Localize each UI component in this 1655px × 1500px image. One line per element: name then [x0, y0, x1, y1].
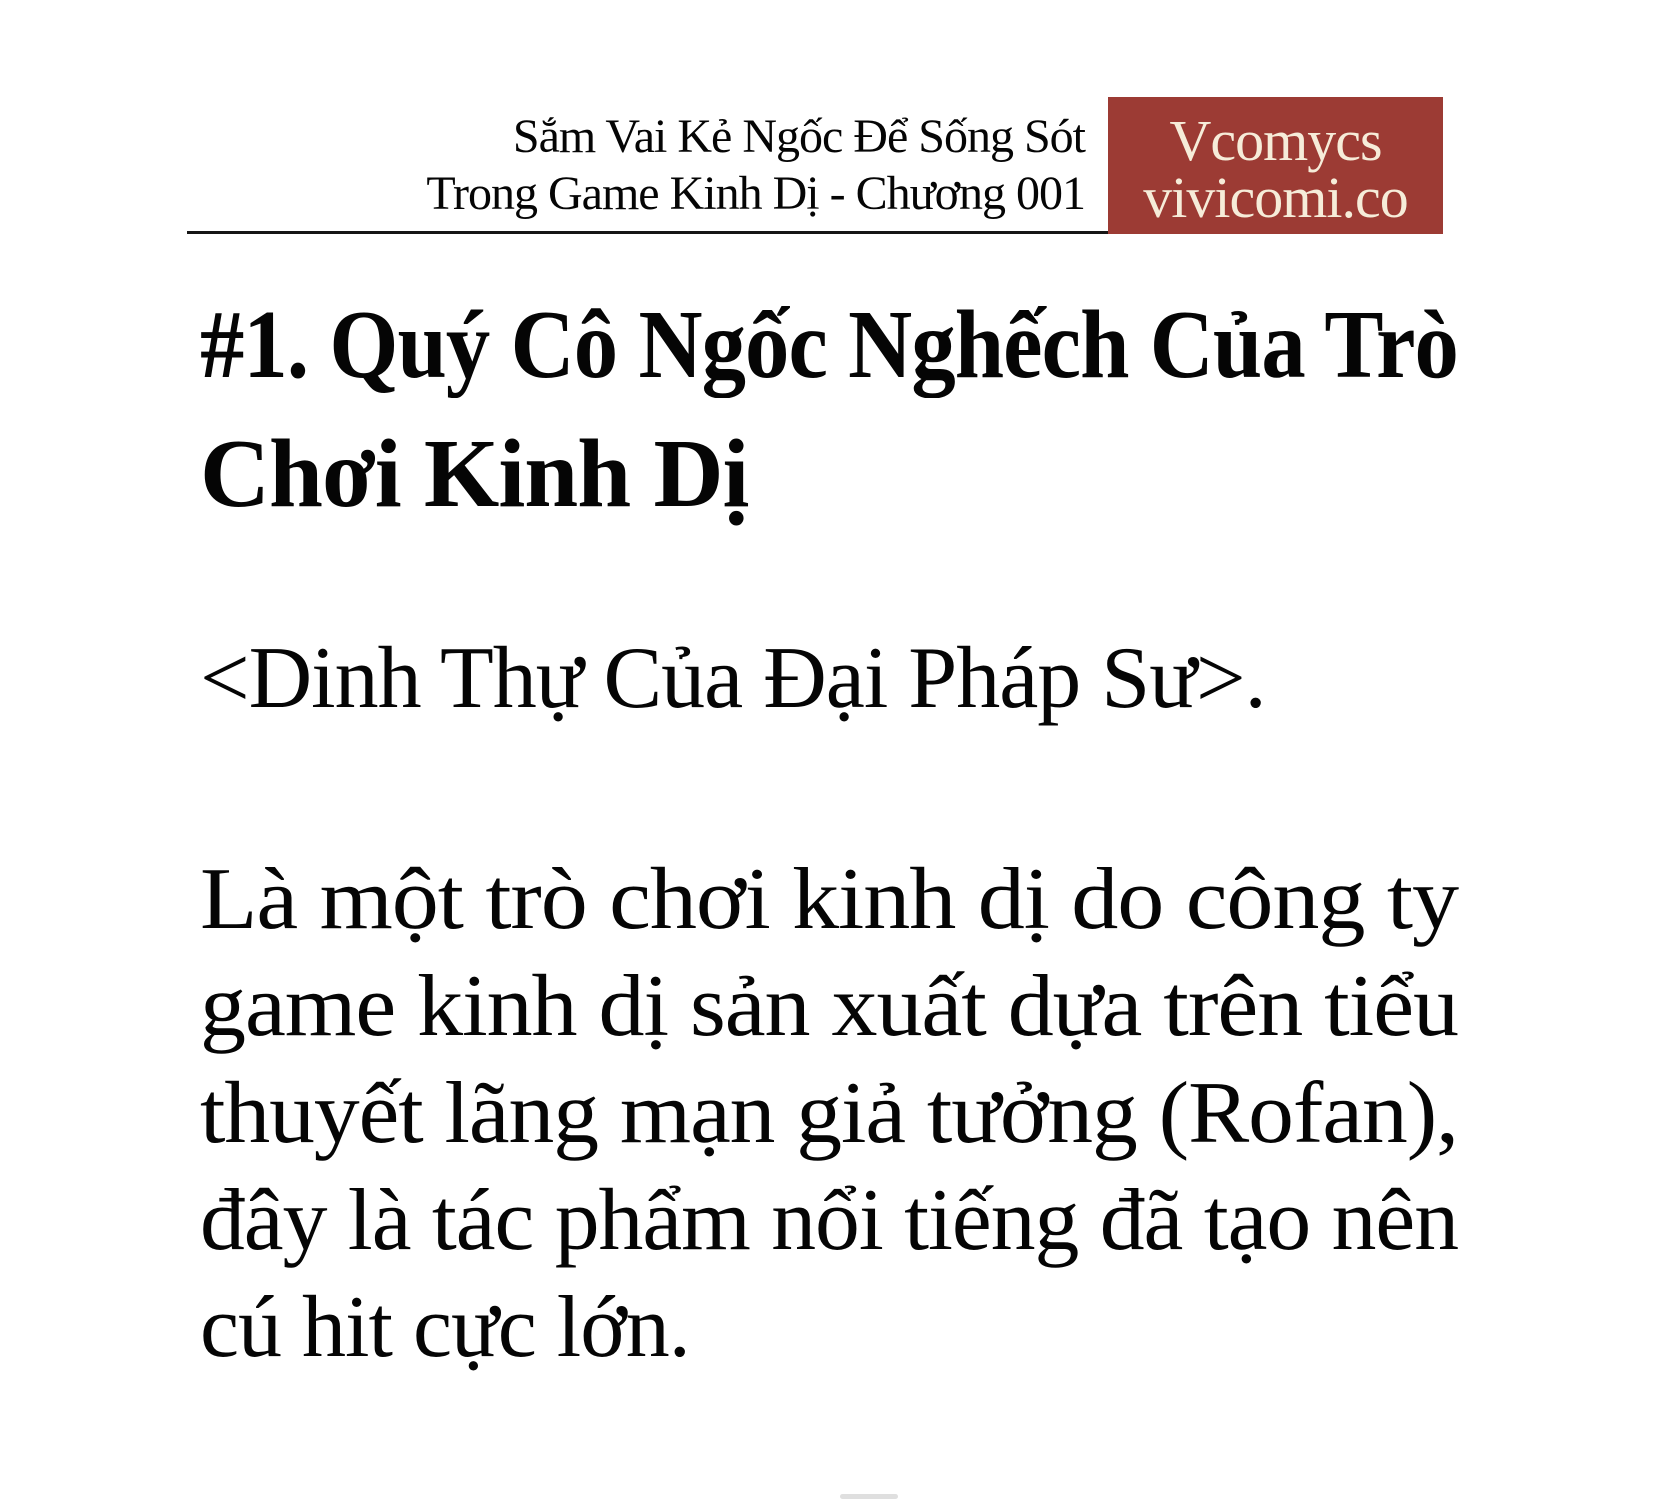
brand-name: Vcomycs: [1169, 108, 1382, 173]
brand-url: vivicomi.co: [1143, 165, 1408, 230]
brand-box: [1108, 97, 1443, 234]
paragraph-line: [200, 953, 1458, 1060]
paragraph-line1-text: Là một trò chơi kinh dị do công ty: [200, 851, 1458, 948]
paragraph-line: [200, 1060, 1458, 1167]
chapter-title-line: [200, 280, 1458, 409]
paragraph: [200, 846, 1458, 1381]
chapter-header: [426, 108, 1085, 222]
chapter-title: [200, 280, 1458, 538]
paragraph-line3-text: thuyết lãng mạn giả tưởng (Rofan),: [200, 1065, 1458, 1162]
paragraph-line5-text: cú hit cực lớn.: [200, 1279, 690, 1376]
paragraph-line: [200, 846, 1458, 953]
game-name-subtitle: <Dinh Thự Của Đại Pháp Sư>.: [200, 630, 1266, 727]
chapter-header-line2: Trong Game Kinh Dị - Chương 001: [426, 167, 1085, 220]
chapter-header-line1: Sắm Vai Kẻ Ngốc Để Sống Sót: [512, 110, 1085, 163]
header-divider: [187, 231, 1108, 234]
paragraph-line4-text: đây là tác phẩm nổi tiếng đã tạo nên: [200, 1172, 1458, 1269]
paragraph-line2-text: game kinh dị sản xuất dựa trên tiểu: [200, 958, 1459, 1055]
chapter-title-line1-text: #1. Quý Cô Ngốc Nghếch Của Trò: [200, 291, 1458, 398]
chapter-title-line2-text: Chơi Kinh Dị: [200, 420, 749, 527]
page-smudge: [840, 1494, 898, 1499]
paragraph-line: [200, 1167, 1458, 1274]
